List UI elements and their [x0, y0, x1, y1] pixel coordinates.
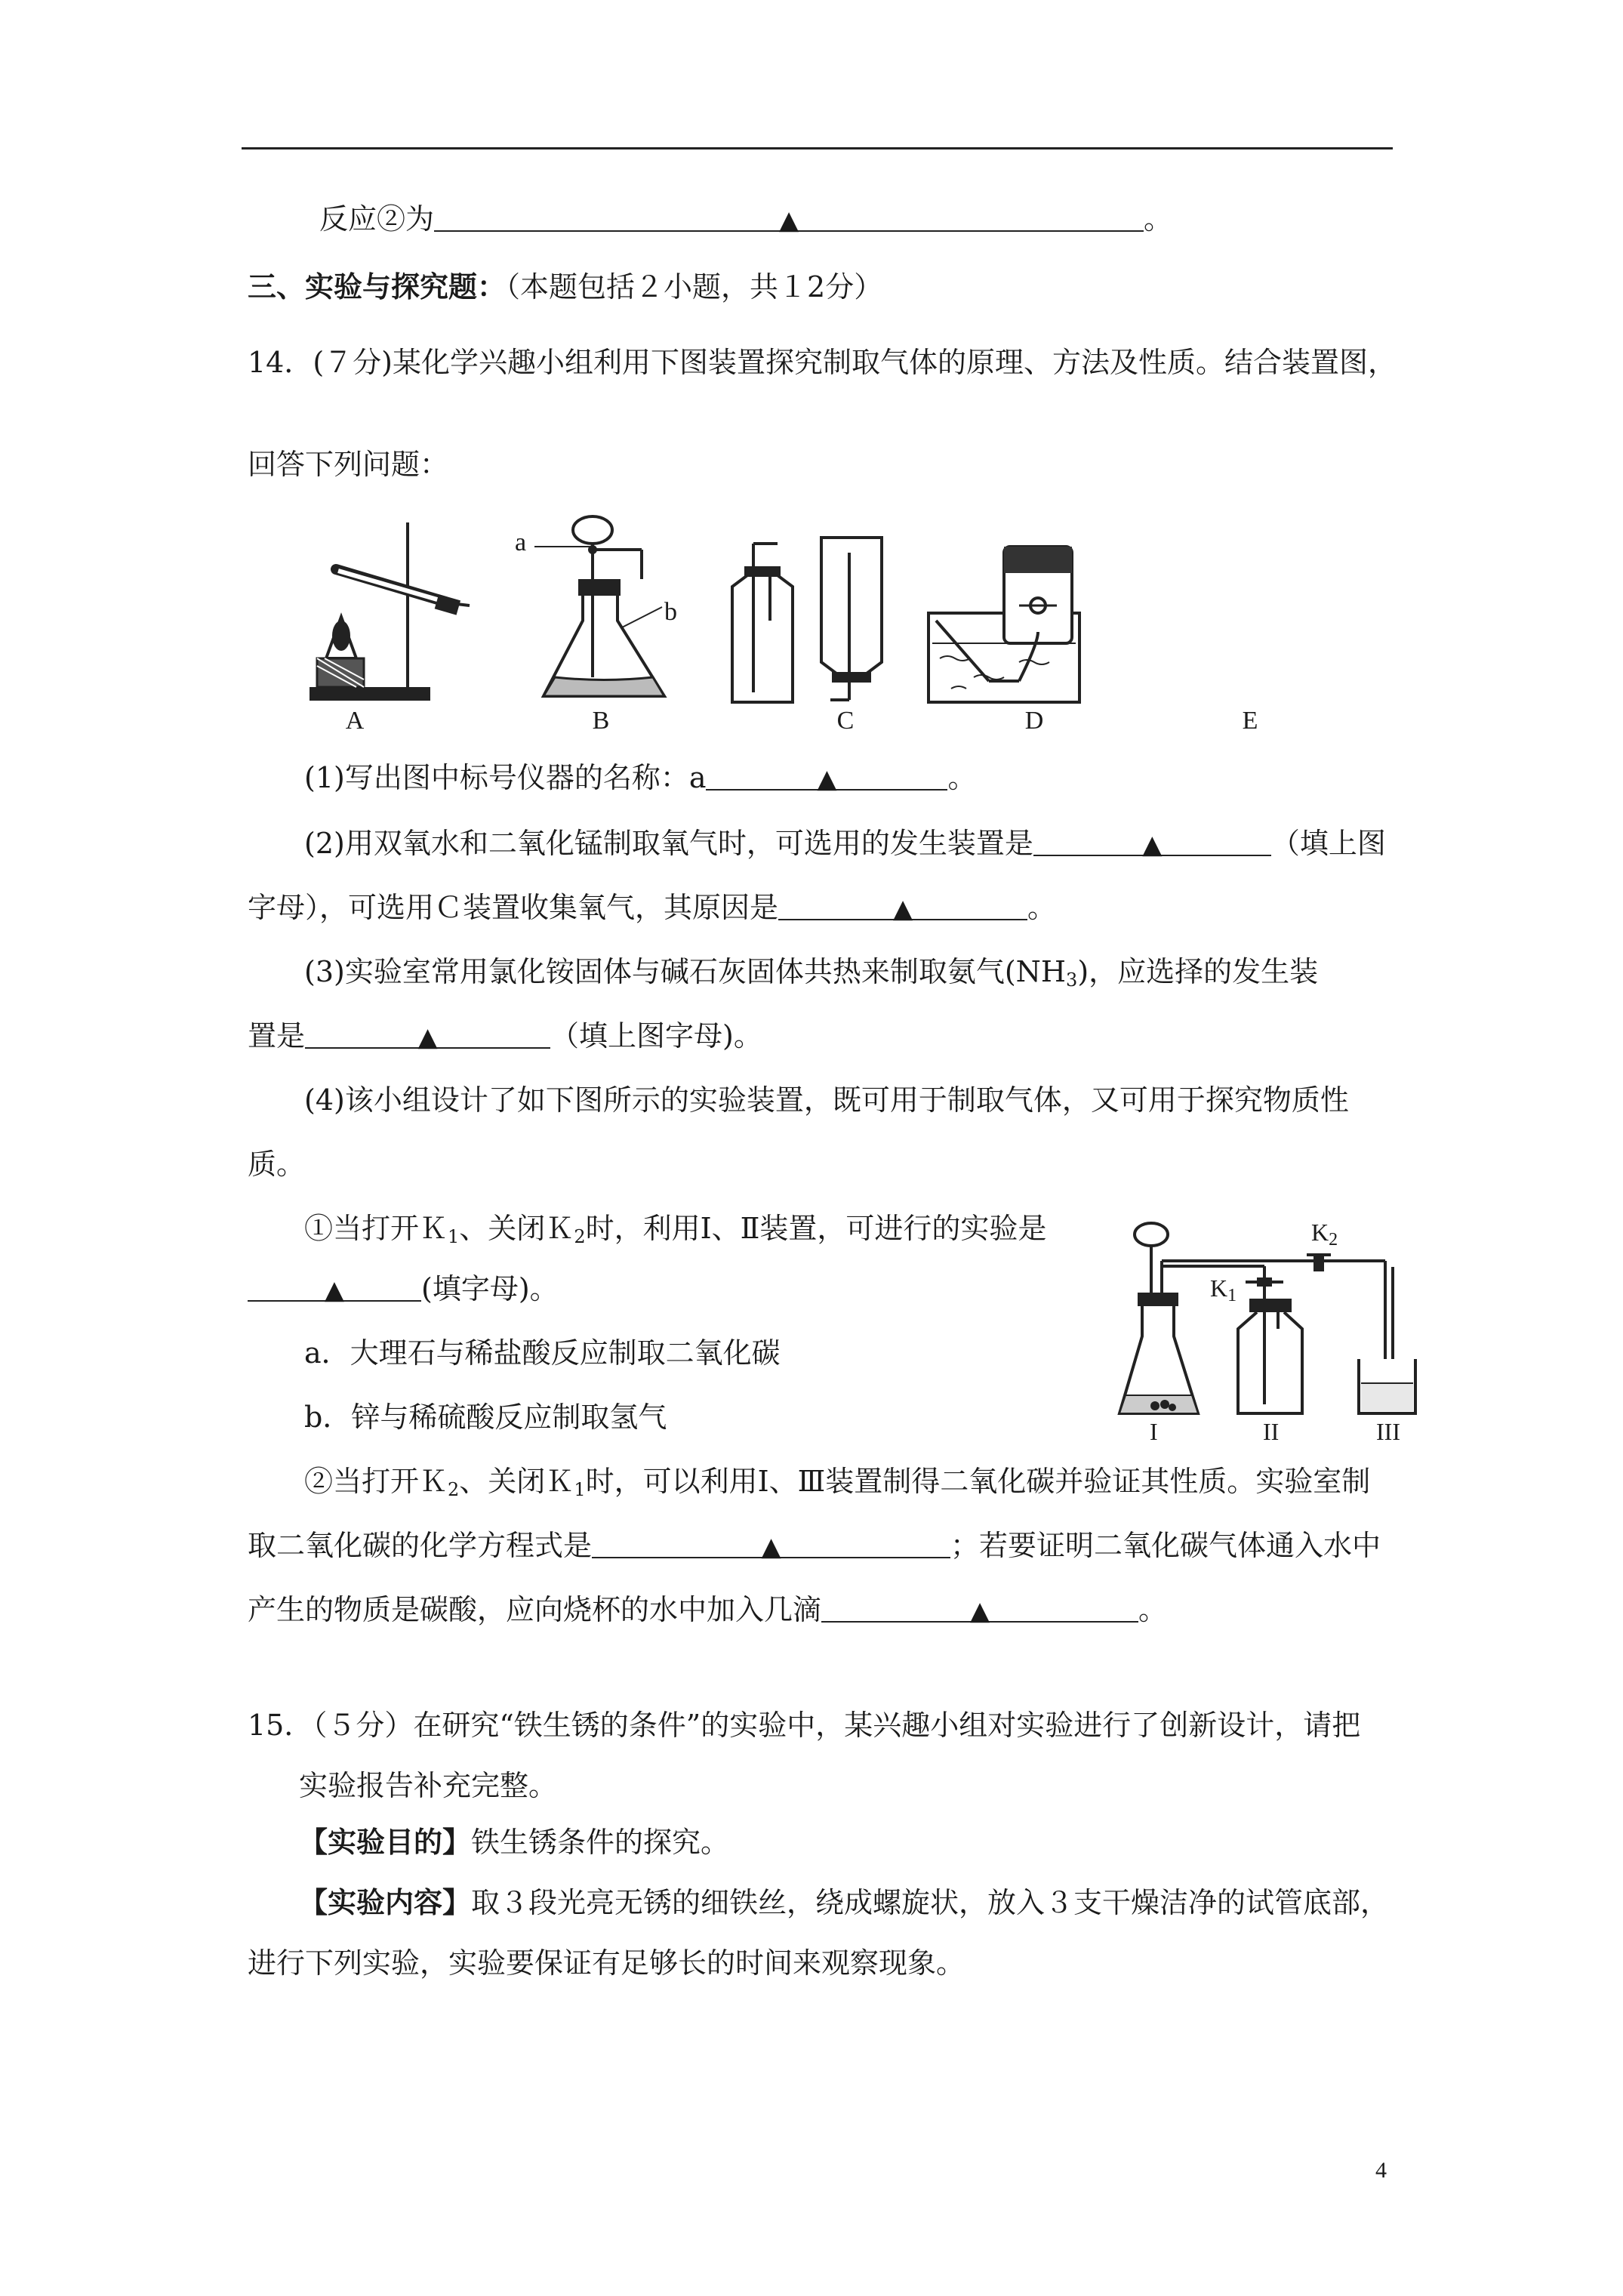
q15-purpose	[299, 1823, 729, 1861]
q14-p4-line2: 质。	[248, 1148, 306, 1181]
q14-sub1-opt-a: a．大理石与稀盐酸反应制取二氧化碳	[304, 1336, 781, 1370]
q14-p2-line2	[248, 889, 1056, 926]
apparatus-figure-2	[1113, 1216, 1423, 1446]
q15-content-label: 【实验内容】	[299, 1885, 472, 1919]
label-b: B	[592, 707, 610, 735]
answer-blank[interactable]	[305, 1017, 550, 1052]
q15-line2: 实验报告补充完整。	[299, 1769, 558, 1802]
apparatus-a-icon	[310, 522, 470, 701]
marker-a: a	[515, 529, 527, 556]
fig2-label-1: I	[1150, 1418, 1158, 1445]
q15-content	[299, 1884, 1389, 1922]
q15-content-text: 取３段光亮无锈的细铁丝，绕成螺旋状，放入３支干燥洁净的试管底部，	[471, 1886, 1390, 1919]
label-e: E	[1242, 707, 1258, 735]
section3-heading: 三、实验与探究题：	[248, 270, 507, 304]
apparatus-c-icon	[732, 544, 793, 702]
blank-marker-icon: ▲	[892, 894, 913, 924]
q14-sub2-text3: 产生的物质是碳酸，应向烧杯的水中加入几滴	[248, 1593, 822, 1626]
blank-marker-icon: ▲	[324, 1275, 345, 1305]
q14-sub1-t2: 、关闭Ｋ	[459, 1212, 574, 1245]
q14-p2-text2: 字母），可选用Ｃ装置收集氧气，其原因是	[248, 891, 779, 924]
fig2-label-2: II	[1263, 1418, 1280, 1445]
label-a: A	[345, 707, 365, 735]
blank-marker-icon: ▲	[417, 1022, 438, 1052]
q14-sub2-t3: 时，可以利用Ⅰ、Ⅲ装置制得二氧化碳并验证其性质。实验室制	[585, 1465, 1371, 1498]
q14-p4-line1: (4)该小组设计了如下图所示的实验装置，既可用于制取气体，又可用于探究物质性	[304, 1083, 1349, 1117]
q14-sub2-s2: 1	[574, 1479, 586, 1500]
q14-p1-text: (1)写出图中标号仪器的名称：a	[304, 761, 707, 794]
q14-p2-suffix2: 。	[1027, 891, 1057, 924]
q14-p3-text1a: (3)实验室常用氯化铵固体与碱石灰固体共热来制取氨气(NH	[304, 955, 1067, 988]
answer-blank[interactable]	[1033, 824, 1271, 860]
q14-sub1-s1: 1	[448, 1226, 460, 1247]
answer-blank[interactable]	[778, 889, 1027, 924]
q14-sub1-s2: 2	[574, 1226, 586, 1247]
q14-p3-text2: 置是	[248, 1019, 306, 1052]
q14-sub2-t2: 、关闭Ｋ	[459, 1465, 574, 1498]
q14-sub1-t3: 时，利用Ⅰ、Ⅱ装置，可进行的实验是	[585, 1212, 1047, 1245]
apparatus-2-drawing	[1113, 1216, 1423, 1446]
q14-sub1-line2	[248, 1270, 559, 1308]
blank-marker-icon: ▲	[1142, 830, 1163, 860]
q14-sub1-suffix: (填字母)。	[421, 1272, 559, 1305]
q14-sub2-t1: ②当打开Ｋ	[304, 1465, 448, 1498]
apparatus-figure	[294, 507, 1366, 734]
q14-sub1-opt-b: b．锌与稀硫酸反应制取氢气	[304, 1401, 667, 1434]
reaction2-suffix: 。	[1144, 202, 1173, 236]
header-rule	[242, 147, 1393, 149]
q14-sub2-suffix2: ；若要证明二氧化碳气体通入水中	[950, 1529, 1381, 1562]
q15-line1: 15．（５分）在研究“铁生锈的条件”的实验中，某兴趣小组对实验进行了创新设计，请把	[248, 1709, 1361, 1742]
k2-label	[1311, 1219, 1338, 1250]
blank-marker-icon: ▲	[761, 1532, 781, 1562]
q14-p1	[304, 759, 977, 797]
reaction2-line	[319, 200, 1172, 238]
q14-p2-suffix1: （填上图	[1270, 827, 1386, 860]
page-number: 4	[1375, 2158, 1387, 2183]
answer-blank[interactable]	[248, 1270, 421, 1305]
q14-sub1-line1	[304, 1210, 1046, 1256]
apparatus-e-icon	[929, 547, 1079, 702]
marker-b: b	[664, 598, 677, 626]
q14-p3-text1b: )，应选择的发生装	[1077, 955, 1319, 988]
q14-sub2-suffix3: 。	[1138, 1593, 1168, 1626]
q14-sub2-line1	[304, 1462, 1370, 1509]
apparatus-d-icon	[821, 538, 882, 700]
q14-sub2-s1: 2	[448, 1479, 460, 1500]
k1-letter: K	[1210, 1274, 1228, 1302]
q14-p1-suffix: 。	[947, 761, 977, 794]
q14-sub2-text2: 取二氧化碳的化学方程式是	[248, 1529, 593, 1562]
q14-sub1-t1: ①当打开Ｋ	[304, 1212, 448, 1245]
answer-blank[interactable]	[706, 759, 947, 794]
label-c: C	[836, 707, 855, 735]
apparatus-drawing	[294, 507, 1366, 734]
section3-note: （本题包括２小题，共１2分）	[506, 270, 883, 304]
q14-p2-line1	[304, 824, 1386, 862]
q15-purpose-text: 铁生锈条件的探究。	[471, 1826, 730, 1859]
q14-p3-line1	[304, 953, 1318, 999]
fig2-label-3: III	[1376, 1418, 1400, 1445]
k2-letter: K	[1311, 1219, 1329, 1246]
blank-marker-icon: ▲	[969, 1596, 990, 1626]
section3-title	[248, 268, 882, 306]
answer-blank[interactable]	[592, 1527, 950, 1562]
answer-blank[interactable]	[821, 1591, 1138, 1626]
label-d: D	[1024, 707, 1044, 735]
q14-intro-line2: 回答下列问题：	[248, 448, 449, 481]
k2-sub: 2	[1329, 1230, 1338, 1250]
q14-sub2-line2	[248, 1527, 1381, 1564]
q14-p3-line2	[248, 1017, 762, 1055]
blank-marker-icon: ▲	[778, 205, 799, 236]
k1-label	[1210, 1274, 1236, 1306]
k1-sub: 1	[1227, 1286, 1237, 1305]
q14-p2-text1: (2)用双氧水和二氧化锰制取氧气时，可选用的发生装置是	[304, 827, 1033, 860]
blank-marker-icon: ▲	[817, 764, 837, 794]
q14-p3-sub: 3	[1066, 969, 1078, 991]
q15-content-line2: 进行下列实验，实验要保证有足够长的时间来观察现象。	[248, 1946, 965, 1980]
q15-purpose-label: 【实验目的】	[299, 1825, 472, 1859]
answer-blank[interactable]	[434, 200, 1144, 236]
q14-intro-line1: 14．(７分)某化学兴趣小组利用下图装置探究制取气体的原理、方法及性质。结合装置图，	[248, 346, 1397, 379]
reaction2-prefix: 反应②为	[319, 202, 435, 236]
q14-sub2-line3	[248, 1591, 1167, 1629]
q14-p3-suffix2: （填上图字母)。	[550, 1019, 762, 1052]
